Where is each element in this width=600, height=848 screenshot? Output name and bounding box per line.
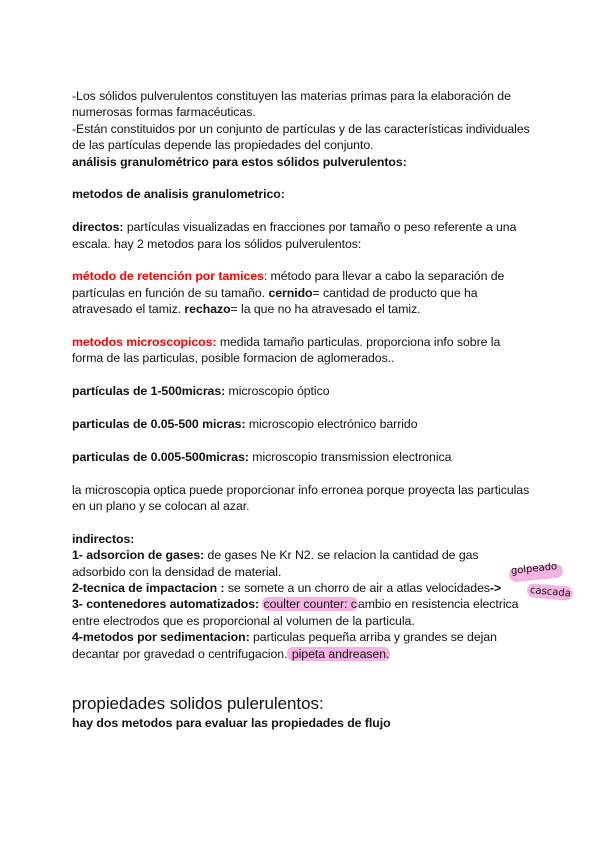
- metodos-title: [72, 186, 532, 202]
- handwritten-arrow: ->: [489, 581, 502, 596]
- metodos-title-text: metodos de analisis granulometrico:: [72, 187, 285, 202]
- size-range-1: [72, 383, 532, 399]
- tamices-text-3: = la que no ha atravesado el tamiz.: [230, 302, 421, 317]
- tamices-paragraph: [72, 268, 532, 317]
- size-range-1-label: partículas de 1-500micras:: [72, 384, 226, 399]
- indirectos-item-3: [72, 596, 532, 629]
- microscopicos-paragraph: [72, 334, 532, 367]
- indirectos-title-text: indirectos:: [72, 531, 135, 546]
- indirectos-item-1: [72, 547, 532, 580]
- indirectos-item-1-text: de gases Ne Kr N2. se relacion la cantidad de gas adsorbido con la densidad de material.: [72, 548, 479, 579]
- coulter-counter-highlight: coulter counter: c: [263, 597, 357, 612]
- tamices-text-2: = cantidad de producto que ha atravesado el tamiz.: [72, 285, 478, 317]
- size-range-2-label: particulas de 0.05-500 micras:: [72, 417, 246, 432]
- indirectos-item-4-label: 4-metodos por sedimentacion:: [72, 630, 250, 645]
- size-range-3-label: particulas de 0.005-500micras:: [72, 449, 249, 464]
- size-range-3-text: microscopio transmission electronica: [248, 449, 452, 464]
- tamices-text-1: : método para llevar a cabo la separación de partículas en función de su tamaño.: [72, 269, 505, 300]
- microscopicos-label: metodos microscopicos:: [72, 335, 217, 350]
- cernido-label: cernido: [268, 285, 313, 300]
- microscopicos-text: medida tamaño particulas. proporciona info sobre la forma de las particulas, posible formacion de aglomerados..: [72, 335, 501, 366]
- indirectos-item-2: [72, 580, 532, 596]
- propiedades-subtitle-text: hay dos metodos para evaluar las propiedades de flujo: [72, 716, 391, 731]
- optica-note: la microscopia optica puede proporcionar info erronea porque proyecta las particulas en un plano y se colocan al azar.: [72, 482, 530, 514]
- indirectos-item-3-text: ambio en resistencia electrica entre electrodos que es proporcional al volumen de la particula.: [72, 597, 519, 628]
- indirectos-item-2-text: se somete a un chorro de air a atlas velocidades: [224, 581, 490, 596]
- directos-paragraph: [72, 219, 532, 252]
- size-range-2-text: microscopio electrónico barrido: [245, 417, 418, 432]
- propiedades-subtitle: [72, 715, 532, 731]
- pipeta-andreasen-highlight: pipeta andreasen.: [288, 646, 390, 661]
- tamices-label: método de retención por tamices: [72, 269, 264, 284]
- propiedades-title: propiedades solidos pulerulentos:: [72, 694, 324, 714]
- rechazo-label: rechazo: [184, 302, 231, 317]
- handwritten-word-1: golpeado: [510, 561, 558, 577]
- indirectos-item-2-label: 2-tecnica de impactacion :: [72, 581, 225, 596]
- directos-label: directos:: [72, 220, 124, 235]
- indirectos-item-4: [72, 629, 532, 662]
- intro-line-3: [72, 154, 532, 170]
- intro-line-2: -Están constituidos por un conjunto de partículas y de las características individuales de las partículas depende las propiedades del conjunto.: [72, 121, 530, 153]
- indirectos-title: [72, 531, 532, 547]
- size-range-3: [72, 449, 532, 465]
- size-range-1-text: microscopio óptico: [225, 384, 330, 399]
- intro-line-3-bold: análisis granulométrico para estos sólidos pulverulentos:: [72, 154, 407, 169]
- document-page: [72, 88, 532, 732]
- handwritten-word-2: cascada: [529, 585, 572, 600]
- indirectos-item-4-text: particulas pequeña arriba y grandes se dejan decantar por gravedad o centrifugacion.: [72, 630, 497, 661]
- intro-line-1: -Los sólidos pulverulentos constituyen las materias primas para la elaboración de numerosas formas farmacéuticas.: [72, 89, 511, 120]
- indirectos-item-1-label: 1- adsorcion de gases:: [72, 548, 205, 563]
- directos-text: partículas visualizadas en fracciones por tamaño o peso referente a una escala. hay 2 metodos para los sólidos pulverulentos:: [72, 220, 517, 251]
- indirectos-item-3-label: 3- contenedores automatizados:: [72, 597, 260, 612]
- size-range-2: [72, 416, 532, 432]
